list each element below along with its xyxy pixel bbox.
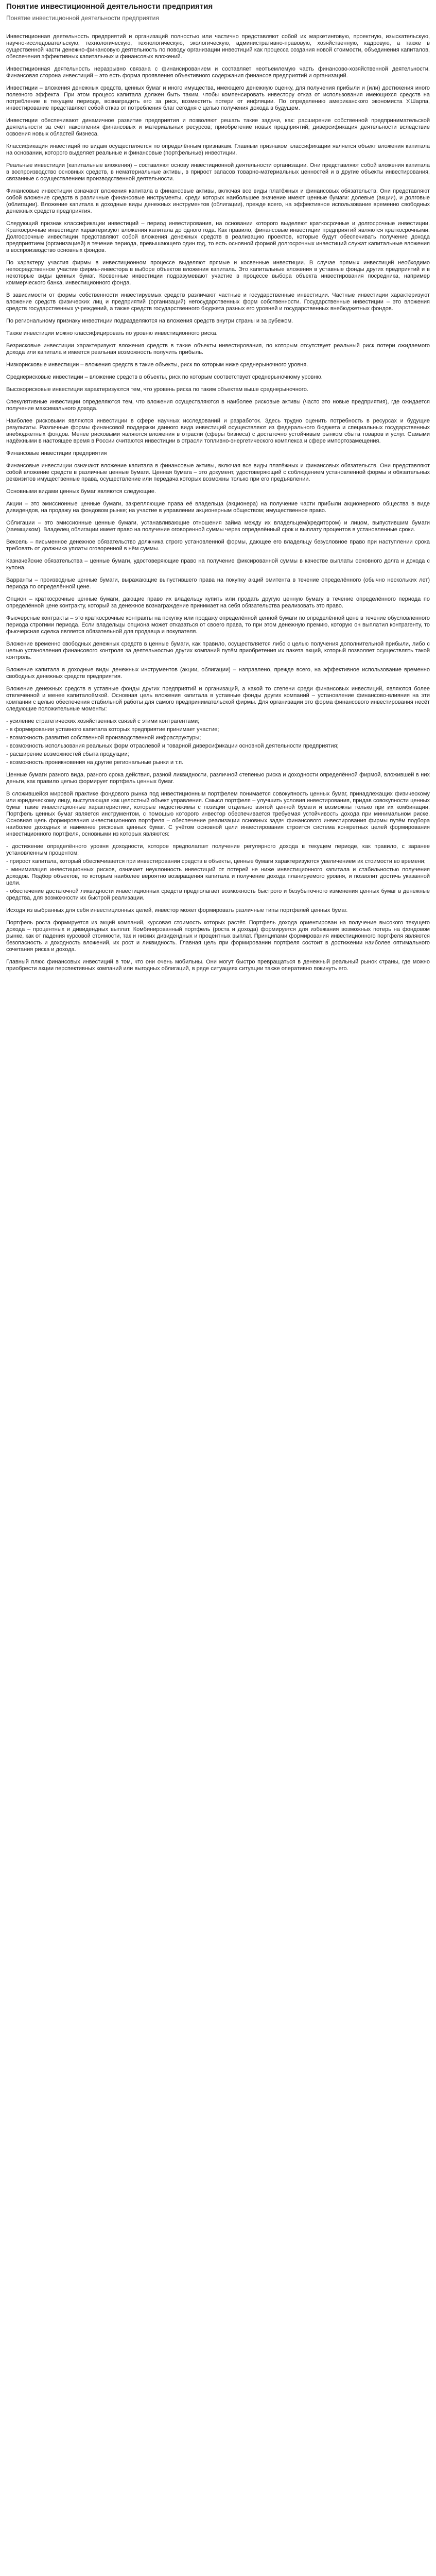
paragraph: Инвестиционная деятельность предприятий и организаций полностью или частично представляют собой их маркетинговую, проектную, изыскательскую, научно-исследовательскую, технологическую, технологическую, экологическую, административно-правовую, хозяйственную, кадровую, а также в существенной части денежно-финансовую деятельность по поводу организации инвестиций как процесса создания новой стоимости, объединения капиталов, обеспечения эффективных капитальных и финансовых вложений. — [6, 33, 430, 60]
paragraph: Реальные инвестиции (капитальные вложения) – составляют основу инвестиционной деятельности организации. Они представляют собой вложения капитала в воспроизводство основных средств, в нематериальные активы, в прирост запасов товарно-материальных ценностей и в другие объекты инвестирования, связанные с осуществлением производственной деятельности. — [6, 162, 430, 182]
paragraph: Низкорисковые инвестиции – вложения средств в такие объекты, риск по которым ниже среднерыночного уровня. — [6, 362, 308, 368]
list-item: - усиление стратегических хозяйственных связей с этими контрагентами; — [6, 718, 200, 724]
paragraph: Исходя из выбранных для себя инвестиционных целей, инвестор может формировать различные типы портфелей ценных бумаг. — [6, 907, 348, 913]
paragraph: Классификация инвестиций по видам осуществляется по определённым признакам. Главным признаком классификации является объект вложения капитала на основании, которого выделяет реальные и финансовые (портфельные) инвестиции. — [6, 143, 430, 156]
paragraph: Спекулятивные инвестиции определяются тем, что вложения осуществляются в наиболее рисковые активы (часто это новые предприятия), где ожидается получение максимального дохода. — [6, 399, 430, 412]
paragraph: Облигации – это эмиссионные ценные бумаги, устанавливающие отношения займа между их владельцем(кредитором) и лицом, выпустившим бумаги (заемщиком). Владелец облигации имеет право на получение оговоренной суммы через определённый срок и выплату процентов в установленные сроки. — [6, 520, 430, 533]
bullet-list — [6, 718, 430, 766]
list-item: - прирост капитала, который обеспечивается при инвестировании средств в объекты, ценные бумаги характеризуются увеличением их стоимости во времени; — [6, 858, 426, 865]
page — [0, 0, 436, 972]
paragraph: Финансовые инвестиции предприятия — [6, 450, 107, 456]
paragraph: Вложение временно свободных денежных средств в ценные бумаги, как правило, осуществляется либо с целью получения дополнительной прибыли, либо с целью установления финансового контроля за деятельностью других компаний путём приобретения их пакета акций, который позволяет осуществлять такой контроль. — [6, 641, 430, 660]
page-title: Понятие инвестиционной деятельности предприятия — [6, 2, 213, 11]
paragraph: Финансовые инвестиции означают вложения капитала в финансовые активы, включая все виды платёжных и финансовых обязательств. Они представляют собой вложение средств в различные финансовые инструменты, среди которых наибольшее значение имеют ценные бумаги: долевые (акции), и долговые (облигации). Вложение капитала в доходные виды денежных инструментов (облигации), прежде всего, на эффективное использование временно свободных денежных средств предприятия. — [6, 188, 430, 214]
list-item: - в формировании уставного капитала которых предприятие принимает участие; — [6, 726, 219, 733]
paragraph: Главный плюс финансовых инвестиций в том, что они очень мобильны. Они могут быстро превращаться в денежный реальный рынок страны, где можно приобрести акции перспективных компаний или выгодных облигаций, в ряде ситуациях ситуации также оперативно покинуть его. — [6, 959, 430, 972]
list-item: - возможность использования реальных форм отраслевой и товарной диверсификации основной деятельности предприятия; — [6, 743, 339, 749]
paragraph: Среднерисковые инвестиции – вложение средств в объекты, риск по которым соответствует среднерыночному уровню. — [6, 374, 323, 380]
paragraph: По характеру участия фирмы в инвестиционном процессе выделяют прямые и косвенные инвестиции. В случае прямых инвестиций необходимо непосредственное участие фирмы-инвестора в выборе объектов вложения капитала. Это капитальные вложения в уставные фонды других предприятий и в некоторые виды ценных бумаг. Косвенные инвестиции подразумевают участие в процессе выбора объекта инвестирования посредника, например коммерческого банка, инвестиционного фонда. — [6, 260, 430, 286]
bullet-list — [6, 843, 430, 902]
paragraph: В сложившейся мировой практике фондового рынка под инвестиционным портфелем понимается совокупность ценных бумаг, принадлежащих физическому или юридическому лицу, выступающая как целостный объект управления. Смысл портфеля – улучшить условия инвестирования, придав совокупности ценных бумаг такие инвестиционные характеристики, которые недостижимы с позиции отдельно взятой ценной бумаги и возможны только при их комбинации. Портфель ценных бумаг является инструментом, с помощью которого инвестор обеспечивается требуемая устойчивость дохода при минимальном риске. Основная цель формирования инвестиционного портфеля – обеспечение реализации основных задач финансового инвестирования фирмы путём подбора наиболее доходных и наименее рисковых ценных бумаг. С учётом основной цели инвестирования строится система конкретных целей формирования инвестиционного портфеля, основными из которых являются: — [6, 791, 430, 837]
paragraph: Варранты – производные ценные бумаги, выражающие выпустившего права на покупку акций эмитента в течение определённого (обычно нескольких лет) периода по определённой цене. — [6, 577, 430, 590]
paragraph: Инвестиционная деятельность неразрывно связана с финансированием и составляет неотъемлемую часть финансово-хозяйственной деятельности. Финансовая сторона инвестиций – это есть форма проявления объективного содержания финансов предприятий и организаций. — [6, 66, 430, 79]
paragraph: Акции – это эмиссионные ценные бумаги, закрепляющие права её владельца (акционера) на получение части прибыли акционерного общества в виде дивидендов, на продажу на фондовом рынке; на участие в управлении акционерным обществом; имущественное право. — [6, 501, 430, 514]
paragraph: Инвестиции – вложения денежных средств, ценных бумаг и иного имущества, имеющего денежную оценку, для получения прибыли и (или) достижения иного полезного эффекта. При этом процесс капитала должен быть таким, чтобы компенсировать инвестору отказ от использования имеющихся средств на потребление в текущем периоде, вознаградить его за риск, возместить потери от инфляции. По определению американского экономиста У.Шарпа, инвестирование представляет собой отказ от потребления благ сегодня с целью получения дохода в будущем. — [6, 85, 430, 111]
paragraph: Инвестиции обеспечивают динамичное развитие предприятия и позволяют решать такие задачи, как: расширение собственной предпринимательской деятельности за счёт накопления финансовых и материальных ресурсов; приобретение новых предприятий; диверсификация деятельности вследствие освоения новых областей бизнеса. — [6, 117, 430, 137]
list-item: - возможность проникновения на другие региональные рынки и т.п. — [6, 759, 184, 766]
paragraph: В зависимости от формы собственности инвестируемых средств различают частные и государственные инвестиции. Частные инвестиции характеризуют вложение средств физических лиц и предприятий (организаций) негосударственных форм собственности. Государственные инвестиции – это вложения средств государственных учреждений, а также средств государственного бюджета разных его уровней и государственных внебюджетных фондов. — [6, 292, 430, 312]
paragraph: По региональному признаку инвестиции подразделяются на вложения средств внутри страны и за рубежом. — [6, 318, 293, 324]
paragraph: Вложение капитала в доходные виды денежных инструментов (акции, облигации) – направлено, прежде всего, на эффективное использование временно свободных денежных средств предприятия. — [6, 667, 430, 680]
paragraph: Высокорисковые инвестиции характеризуются тем, что уровень риска по таким объектам выше среднерыночного. — [6, 386, 308, 393]
paragraph: Казначейские обязательства – ценные бумаги, удостоверяющие право на получение фиксированной суммы в качестве выплаты основного долга и дохода с купона. — [6, 558, 430, 571]
paragraph: Финансовые инвестиции означают вложение капитала в финансовые активы, включая все виды платёжных и финансовых обязательств. Они представляют собой вложение средств в различные ценные бумаги. Ценная бумага – это документ, удостоверяющий с соблюдением установленной формы и обязательных реквизитов имущественные права, осуществление или передача которых возможны только при его предъявлении. — [6, 463, 430, 482]
paragraph: Безрисковые инвестиции характеризуют вложения средств в такие объекты инвестирования, по которым отсутствует реальный риск потери ожидаемого дохода или капитала и имеется реальная возможность получить прибыль. — [6, 343, 430, 355]
paragraph: Ценные бумаги разного вида, разного срока действия, разной ликвидности, различной степенью риска и доходности определённой фирмой, вложившей в них деньги, как правило целью формирует портфель ценных бумаг. — [6, 772, 430, 785]
paragraph: Вложение денежных средств в уставные фонды других предприятий и организаций, а какой то степени среди финансовых инвестиций, являются более отвлечённой и менее капиталоёмкой. Основная цель вложения капитала в уставные фонды других компаний – установление финансово-влияния на эти компании с целью обеспечения стабильной работы для самого предпринимательской фирмы. Для организации это форма финансового инвестирования несёт следующие положительные моменты: — [6, 686, 430, 712]
list-item: - возможность развития собственной производственной инфраструктуры; — [6, 735, 201, 741]
breadcrumb: Понятие инвестиционной деятельности предприятия — [6, 14, 159, 22]
paragraph: Также инвестиции можно классифицировать по уровню инвестиционного риска. — [6, 330, 218, 336]
paragraph: Опцион – краткосрочные ценные бумаги, дающие право их владельцу купить или продать другую ценную бумагу в течение определённого периода по определённой цене контракту, который за денежное вознаграждение принимает на себя обязательства реализовать это право. — [6, 596, 430, 609]
paragraph: Фьючерсные контракты – это краткосрочные контракты на покупку или продажу определённой ценной бумаги по определённой цене в течение обусловленного периода строгими периода. Если владельцы опциона может отказаться от своего права, то при этом денежную премию, которую он выплатил контрагенту, то фьючерсная сделка является обязательной для продавца и покупателя. — [6, 615, 430, 635]
paragraph: Наиболее рисковыми являются инвестиции в сфере научных исследований и разработок. Здесь трудно оценить потребность в ресурсах и будущие результаты. Различные формы финансовой поддержки данного вида инвестиций осуществляют из федерального бюджета и специальных государственных внебюджетных фондов. Менее рисковыми являются вложения в отрасли (сферы бизнеса) с достаточно устойчивым рынком сбыта товаров и услуг. Самыми надёжными в настоящее время в России считаются инвестиции в отрасли топливно-энергетического комплекса и сфере импортозамещения. — [6, 418, 430, 444]
list-item: - минимизация инвестиционных рисков, означает неуклонность инвестиций от потерей не ниже инвестиционного капитала и стабильностью получения доходов. Подбор объектов, по которым наиболее вероятно возвращения капитала и получение дохода планируемого уровня, и позволит достичь указанной цели. — [6, 867, 430, 886]
article-body — [6, 33, 430, 972]
paragraph: Портфель роста формируется из акций компаний, курсовая стоимость которых растёт. Портфель дохода ориентирован на получение высокого текущего дохода – процентных и дивидендных выплат. Комбинированный портфель (роста и дохода) формируется для избежания возможных потерь на фондовом рынке, как от падения курсовой стоимости, так и низких дивидендных и процентных выплат. Принципами формирования инвестиционного портфеля являются безопасность и доходность вложений, их рост и ликвидность. Главная цель при формировании портфеля состоит в достижении наиболее оптимального сочетания риска и дохода. — [6, 920, 430, 953]
list-item: - достижение определённого уровня доходности, которое предполагает получение регулярного дохода в текущем периоде, как правило, с заранее установленным процентом; — [6, 843, 430, 856]
paragraph: Вексель – письменное денежное обязательство должника строго установленной формы, дающее его владельцу безусловное право при наступлении срока требовать от должника уплаты оговоренной в нём суммы. — [6, 539, 430, 552]
paragraph: Основными видами ценных бумаг являются следующие. — [6, 488, 156, 495]
list-item: - расширение возможностей сбыта продукции; — [6, 751, 129, 757]
list-item: - обеспечение достаточной ликвидности инвестиционных средств предполагает возможность быстрого и безубыточного изменения ценных бумаг в денежные средства, для возможности их быстрой реализации. — [6, 888, 430, 901]
paragraph: Следующий признак классификации инвестиций – период инвестирования, на основании которого выделяют краткосрочные и долгосрочные инвестиции. Краткосрочные инвестиции характеризуют вложения капитала до одного года. Как правило, финансовые инвестиции предприятий являются краткосрочными. Долгосрочные инвестиции представляют собой вложения денежных средств в реализацию проектов, которые будут обеспечивать получение дохода предприятием (организацией) в течение периода, превышающего один год, то есть основной формой долгосрочных инвестиций служат капитальные вложения в воспроизводство основных фондов. — [6, 221, 430, 253]
